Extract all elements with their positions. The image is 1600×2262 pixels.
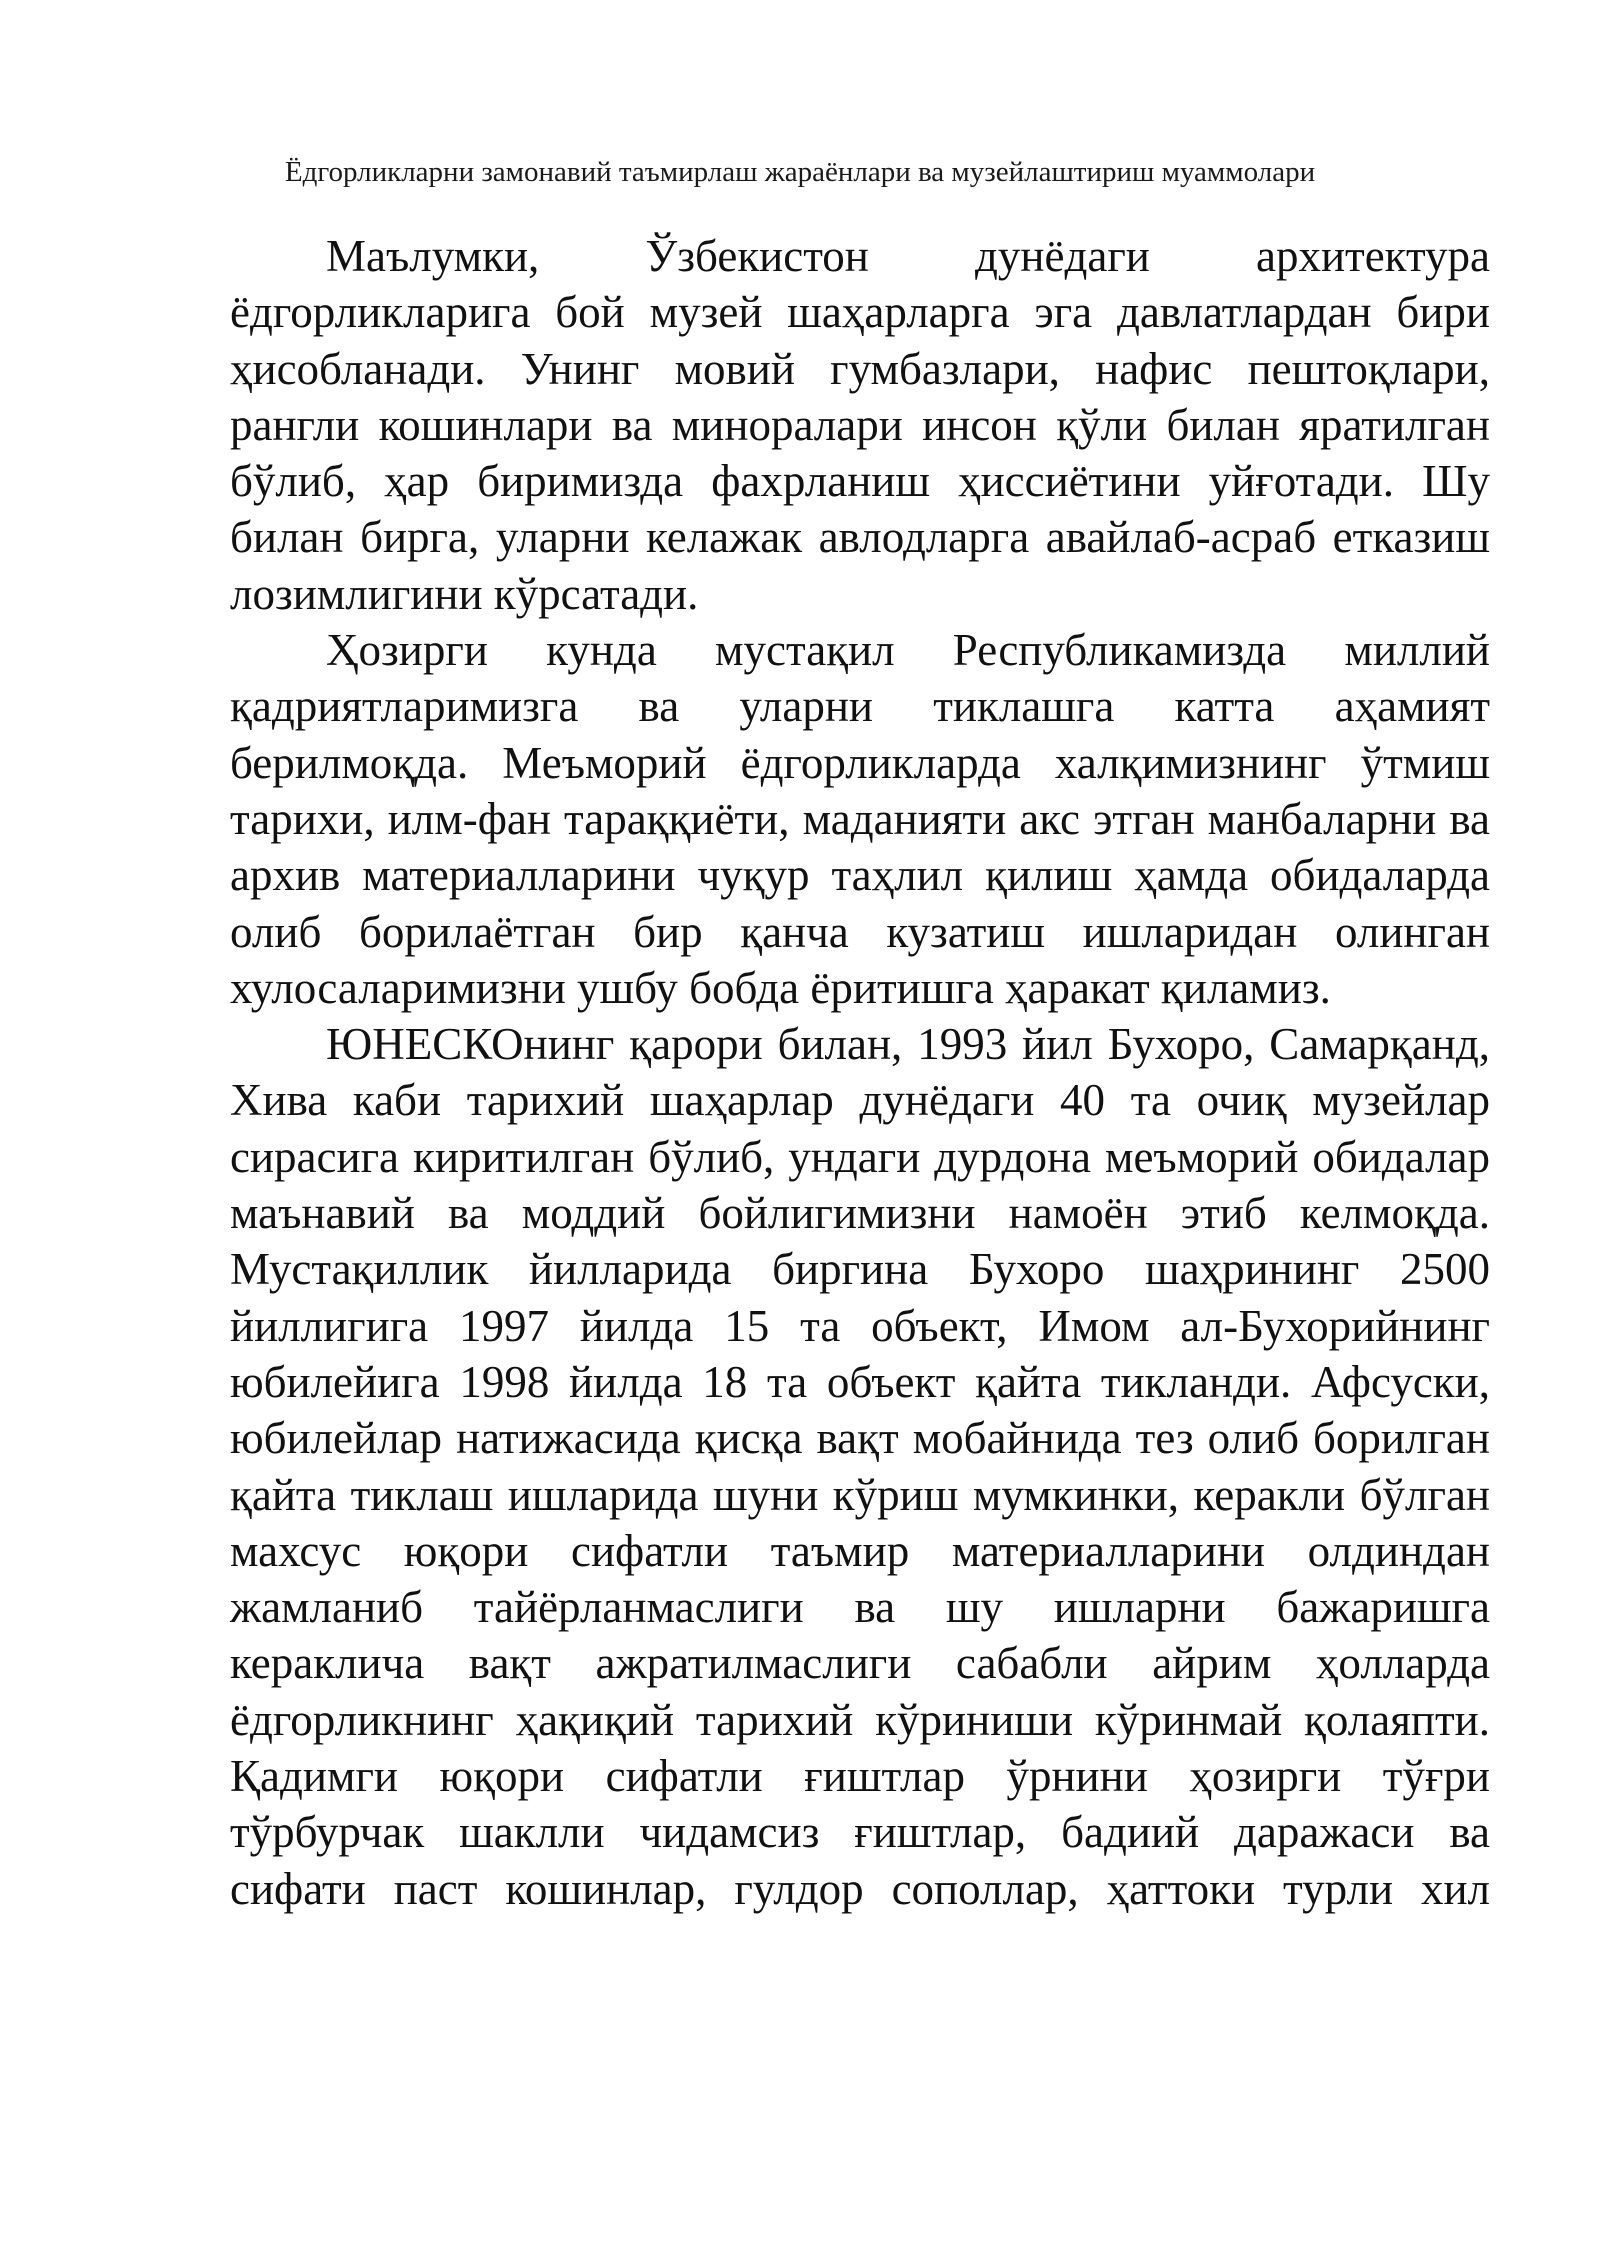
paragraph-3: ЮНЕСКОнинг қарори билан, 1993 йил Бухоро, Самарқанд, Хива каби тарихий шаҳарлар дунёдаги 40 та очиқ музейлар сирасига киритилган бўлиб, ундаги дурдона меъморий обидалар маънавий ва моддий бойлигимизни намоён этиб келмоқда. Мустақиллик йилларида биргина Бухоро шаҳрининг 2500 йиллигига 1997 йилда 15 та объект, Имом ал-Бухорийнинг юбилейига 1998 йилда 18 та объект қайта тикланди. Афсуски, юбилейлар натижасида қисқа вақт мобайнида тез олиб борилган қайта тиклаш ишларида шуни кўриш мумкинки, керакли бўлган махсус юқори сифатли таъмир материалларини олдиндан жамланиб тайёрланмаслиги ва шу ишларни бажаришга кераклича вақт ажратилмаслиги сабабли айрим ҳолларда ёдгорликнинг ҳақиқий тарихий кўриниши кўринмай қолаяпти. Қадимги юқори сифатли ғиштлар ўрнини ҳозирги тўғри тўрбурчак шаклли чидамсиз ғиштлар, бадиий даражаси ва сифати паст кошинлар, гулдор сополлар, ҳаттоки турли хил bbox=[230, 1019, 1490, 1914]
paragraph-1: Маълумки, Ўзбекистон дунёдаги архитектура ёдгорликларига бой музей шаҳарларга эга давлатлардан бири ҳисобланади. Унинг мовий гумбазлари, нафис пештоқлари, рангли кошинлари ва миноралари инсон қўли билан яратилган бўлиб, ҳар биримизда фахрланиш ҳиссиётини уйғотади. Шу билан бирга, уларни келажак авлодларга авайлаб-асраб етказиш лозимлигини кўрсатади. bbox=[230, 231, 1490, 619]
body-text bbox=[230, 228, 1490, 1917]
paragraph-2: Ҳозирги кунда мустақил Республикамизда миллий қадриятларимизга ва уларни тиклашга катта аҳамият берилмоқда. Меъморий ёдгорликларда халқимизнинг ўтмиш тарихи, илм-фан тараққиёти, маданияти акс этган манбаларни ва архив материалларини чуқур таҳлил қилиш ҳамда обидаларда олиб борилаётган бир қанча кузатиш ишларидан олинган хулосаларимизни ушбу бобда ёритишга ҳаракат қиламиз. bbox=[230, 625, 1490, 1013]
running-header: Ёдгорликларни замонавий таъмирлаш жараёнлари ва музейлаштириш муаммолари bbox=[284, 156, 1316, 188]
